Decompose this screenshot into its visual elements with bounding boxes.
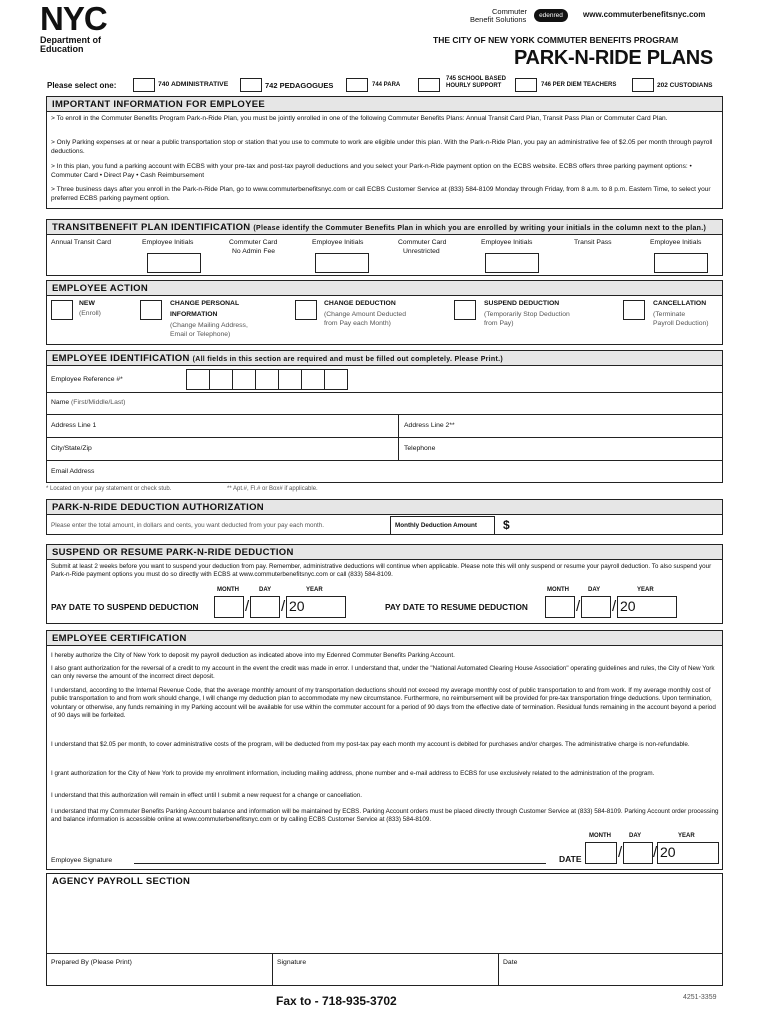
col-initials-1: Employee Initials — [142, 239, 194, 246]
cert-p6: I understand that this authorization will remain in effect until I submit a new request for a change or cancellation. — [51, 792, 363, 799]
action-cancel-sub1: (Terminate — [653, 311, 686, 318]
suspend-resume-text: Submit at least 2 weeks before you want to suspend your deduction from pay. Remember, administrative deductions will continue when applicable. Please note this will only suspend or resume your payroll deduction. To also suspend your Park-n-Ride payment options you must do so directly with ECBS at www.commuterbenefitsnyc.com or call (833) 584-8109. — [51, 563, 712, 579]
suspend-day-label: DAY — [259, 587, 272, 593]
cert-month-box[interactable] — [585, 842, 617, 864]
employee-action-heading: EMPLOYEE ACTION — [47, 281, 722, 296]
checkbox-change-deduction[interactable] — [295, 300, 317, 320]
action-change-info-2: INFORMATION — [170, 311, 218, 318]
cert-year-label: YEAR — [678, 833, 695, 839]
action-change-deduction-sub1: (Change Amount Deducted — [324, 311, 406, 318]
col-initials-3: Employee Initials — [481, 239, 533, 246]
form-number: 4251-3359 — [683, 994, 717, 1001]
col-transit-pass: Transit Pass — [574, 239, 612, 246]
checkbox-744[interactable] — [346, 78, 368, 92]
resume-month-box[interactable] — [545, 596, 575, 618]
ident-heading-text: EMPLOYEE IDENTIFICATION — [52, 353, 190, 364]
ref-label: Employee Reference #* — [51, 376, 123, 383]
important-p3: > In this plan, you fund a parking account with ECBS with your pre-tax and post-tax payroll deductions and you select your Park-n-Ride payment option on the ECBS website. ECBS offers three parking payment options: • Commuter Card • Direct Pay • Cash Reimbursement — [51, 163, 692, 179]
employee-ident-heading — [47, 351, 722, 366]
cert-date-label: DATE — [559, 854, 582, 864]
resume-day-box[interactable] — [581, 596, 611, 618]
col-initials-4: Employee Initials — [650, 239, 702, 246]
col-initials-2: Employee Initials — [312, 239, 364, 246]
col-commuter-card-2a: Commuter Card — [398, 239, 447, 246]
action-cancel: CANCELLATION — [653, 300, 707, 307]
signature-line[interactable] — [134, 863, 546, 864]
important-p1: > To enroll in the Commuter Benefits Program Park-n-Ride Plan, you must be jointly enrolled in one of the following Commuter Benefits Plans: Annual Transit Card Plan, Transit Pass Plan or Commuter Card Plan. — [51, 115, 668, 122]
option-742-label: 742 PEDAGOGUES — [265, 81, 334, 90]
nyc-logo-text: NYC — [40, 0, 107, 37]
option-744-label: 744 PARA — [372, 82, 401, 88]
important-info-heading: IMPORTANT INFORMATION FOR EMPLOYEE — [47, 97, 722, 112]
transit-heading-sub: (Please identify the Commuter Benefits Plan in which you are enrolled by writing your initials in the column next to the plan.) — [253, 225, 707, 232]
payroll-signature-label[interactable]: Signature — [277, 959, 307, 966]
action-change-info-sub1: (Change Mailing Address, — [170, 322, 248, 329]
action-change-info-sub2: Email or Telephone) — [170, 331, 231, 338]
option-740-label: 740 ADMINISTRATIVE — [158, 81, 229, 88]
page-title: PARK-N-RIDE PLANS — [514, 47, 713, 69]
action-suspend-sub2: from Pay) — [484, 320, 514, 327]
deduction-amount-label: Monthly Deduction Amount — [395, 522, 477, 529]
deduction-auth-heading: PARK-N-RIDE DEDUCTION AUTHORIZATION — [47, 500, 722, 515]
checkbox-suspend[interactable] — [454, 300, 476, 320]
ref-digit-3[interactable] — [232, 369, 256, 390]
resume-year-prefix: 20 — [620, 598, 636, 614]
ref-digit-7[interactable] — [324, 369, 348, 390]
email-label[interactable]: Email Address — [51, 468, 95, 475]
cert-p1: I hereby authorize the City of New York to deposit my payroll deduction as indicated above into my Edenred Commuter Benefits Parking Account. — [51, 652, 455, 659]
dept-name-line2: Education — [40, 44, 84, 54]
deduction-instructions: Please enter the total amount, in dollars and cents, you want deducted from your pay each month. — [51, 522, 325, 529]
resume-month-label: MONTH — [547, 587, 569, 593]
transit-heading-text: TRANSITBENEFIT PLAN IDENTIFICATION — [52, 222, 251, 233]
payroll-date-label[interactable]: Date — [503, 959, 518, 966]
initials-box-2[interactable] — [315, 253, 369, 273]
telephone-label[interactable]: Telephone — [404, 445, 436, 452]
col-annual-transit: Annual Transit Card — [51, 239, 112, 246]
action-new-sub: (Enroll) — [79, 310, 101, 317]
cert-p5: I grant authorization for the City of New York to provide my enrollment information, including mailing address, phone number and e-mail address to ECBS for use exclusively related to the administration of the program. — [51, 770, 655, 777]
important-p2: > Only Parking expenses at or near a public transportation stop or station that you use to commute to work are eligible under this plan. With the Park-n-Ride Plan, you pay an administrative fee of $2.05 per month through payroll deductions. — [51, 139, 713, 155]
address2-label[interactable]: Address Line 2** — [404, 422, 455, 429]
suspend-day-box[interactable] — [250, 596, 280, 618]
cert-p2: I also grant authorization for the reversal of a credit to my account in the event the credit was made in error. I understand that, under the "National Automated Clearing House Association" operating guidelines and rules, the City of New York can only reverse the amount of the incorrect direct deposit. — [51, 665, 715, 681]
action-change-deduction-sub2: from Pay each Month) — [324, 320, 391, 327]
ref-digit-2[interactable] — [209, 369, 233, 390]
resume-day-label: DAY — [588, 587, 601, 593]
ref-digit-6[interactable] — [301, 369, 325, 390]
action-suspend: SUSPEND DEDUCTION — [484, 300, 560, 307]
program-name: THE CITY OF NEW YORK COMMUTER BENEFITS PROGRAM — [433, 35, 679, 45]
edenred-text: edenred — [539, 12, 563, 19]
resume-date-label: PAY DATE TO RESUME DEDUCTION — [385, 602, 528, 612]
col-commuter-card-1a: Commuter Card — [229, 239, 278, 246]
ident-heading-sub: (All fields in this section are required and must be filled out completely. Please Print.) — [192, 356, 504, 363]
name-label-sub: (First/Middle/Last) — [71, 399, 126, 406]
dollar-sign: $ — [503, 518, 510, 532]
resume-year-label: YEAR — [637, 587, 654, 593]
select-label: Please select one: — [47, 81, 117, 90]
checkbox-745[interactable] — [418, 78, 440, 92]
important-p4: > Three business days after you enroll in the Park-n-Ride Plan, go to www.commuterbenefitsnyc.com or call ECBS Customer Service at (833) 584-8109 Monday through Friday, from 8 a.m. to 8 p.m. Eastern Time, to select your preferred ECBS parking payment option. — [51, 186, 711, 202]
name-label[interactable] — [51, 399, 125, 406]
col-commuter-card-2b: Unrestricted — [403, 248, 440, 255]
option-745-label1: 745 SCHOOL BASED — [446, 76, 506, 82]
cert-day-label: DAY — [629, 833, 642, 839]
cbs-logo-line2: Benefit Solutions — [470, 15, 527, 24]
cert-year-prefix: 20 — [660, 844, 676, 860]
ref-digit-5[interactable] — [278, 369, 302, 390]
ident-footnote-1: * Located on your pay statement or check stub. — [46, 486, 172, 492]
action-new: NEW — [79, 300, 95, 307]
ref-digit-4[interactable] — [255, 369, 279, 390]
suspend-month-label: MONTH — [217, 587, 239, 593]
cbs-logo-line1: Commuter — [492, 7, 528, 16]
payroll-section — [46, 873, 723, 986]
action-change-info-1: CHANGE PERSONAL — [170, 300, 240, 307]
initials-box-3[interactable] — [485, 253, 539, 273]
checkbox-change-info[interactable] — [140, 300, 162, 320]
initials-box-1[interactable] — [147, 253, 201, 273]
ident-footnote-2: ** Apt.#, Fl.# or Box# if applicable. — [227, 486, 318, 492]
cert-p7: I understand that my Commuter Benefits Parking Account balance and information will be maintained by ECBS. Parking Account orders must be placed directly through Customer Service at (833) 584-8109. Parking Account order processing and balance information is accessible online at www.commuterbenefitsnyc.com or by calling ECBS Customer Service at (833) 584-8109. — [51, 808, 719, 824]
suspend-year-label: YEAR — [306, 587, 323, 593]
cert-p4: I understand that $2.05 per month, to cover administrative costs of the program, will be deducted from my post-tax pay each month my account is debited for purchases and/or charges. The administrative charge is non-refundable. — [51, 741, 690, 748]
employee-ident-section — [46, 350, 723, 483]
action-change-deduction: CHANGE DEDUCTION — [324, 300, 396, 307]
checkbox-202[interactable] — [632, 78, 654, 92]
edenred-logo — [534, 9, 568, 22]
checkbox-740[interactable] — [133, 78, 155, 92]
address1-label[interactable]: Address Line 1 — [51, 422, 97, 429]
cert-p3: I understand, according to the Internal Revenue Code, that the average monthly amount of my transportation deductions should not exceed my average monthly cost of public transportation to and from work. If my average monthly cost of public transportation to and from work should change, I will change my deduction plan to accommodate my new circumstance. Furthermore, no reimbursement will be provided for pre-tax transportation fringe deductions. Upon termination, voluntary or otherwise, any funds remaining in my Parking account will be available for use within the commuter account for a period of 90 days from the effective date of termination. Residual funds remaining in the account beyond a period of 90 days will be forfeited. — [51, 687, 716, 720]
option-202-label: 202 CUSTODIANS — [657, 82, 713, 89]
nyc-logo — [40, 0, 118, 37]
initials-box-4[interactable] — [654, 253, 708, 273]
suspend-month-box[interactable] — [214, 596, 244, 618]
action-cancel-sub2: Payroll Deduction) — [653, 320, 709, 327]
dept-name-line1: Department of — [40, 35, 102, 45]
checkbox-cancel[interactable] — [623, 300, 645, 320]
fax-number: Fax to - 718-935-3702 — [276, 994, 397, 1008]
city-label[interactable]: City/State/Zip — [51, 445, 92, 452]
transit-plan-heading — [47, 220, 722, 235]
prepared-by-label[interactable]: Prepared By (Please Print) — [51, 959, 132, 966]
checkbox-742[interactable] — [240, 78, 262, 92]
action-suspend-sub1: (Temporarily Stop Deduction — [484, 311, 570, 318]
ref-digit-1[interactable] — [186, 369, 210, 390]
certification-heading: EMPLOYEE CERTIFICATION — [47, 631, 722, 646]
option-746-label: 746 PER DIEM TEACHERS — [541, 82, 617, 88]
option-745-label2: HOURLY SUPPORT — [446, 83, 502, 89]
signature-label: Employee Signature — [51, 857, 113, 864]
suspend-year-prefix: 20 — [289, 598, 305, 614]
deduction-amount-input[interactable] — [515, 516, 722, 535]
name-label-text: Name — [51, 399, 70, 406]
cert-month-label: MONTH — [589, 833, 611, 839]
checkbox-new[interactable] — [51, 300, 73, 320]
col-commuter-card-1b: No Admin Fee — [232, 248, 276, 255]
cert-day-box[interactable] — [623, 842, 653, 864]
cbs-logo — [470, 7, 570, 25]
payroll-heading: AGENCY PAYROLL SECTION — [47, 874, 722, 889]
suspend-resume-heading: SUSPEND OR RESUME PARK-N-RIDE DEDUCTION — [47, 545, 722, 560]
website-link[interactable]: www.commuterbenefitsnyc.com — [583, 10, 706, 19]
suspend-date-label: PAY DATE TO SUSPEND DEDUCTION — [51, 602, 199, 612]
checkbox-746[interactable] — [515, 78, 537, 92]
